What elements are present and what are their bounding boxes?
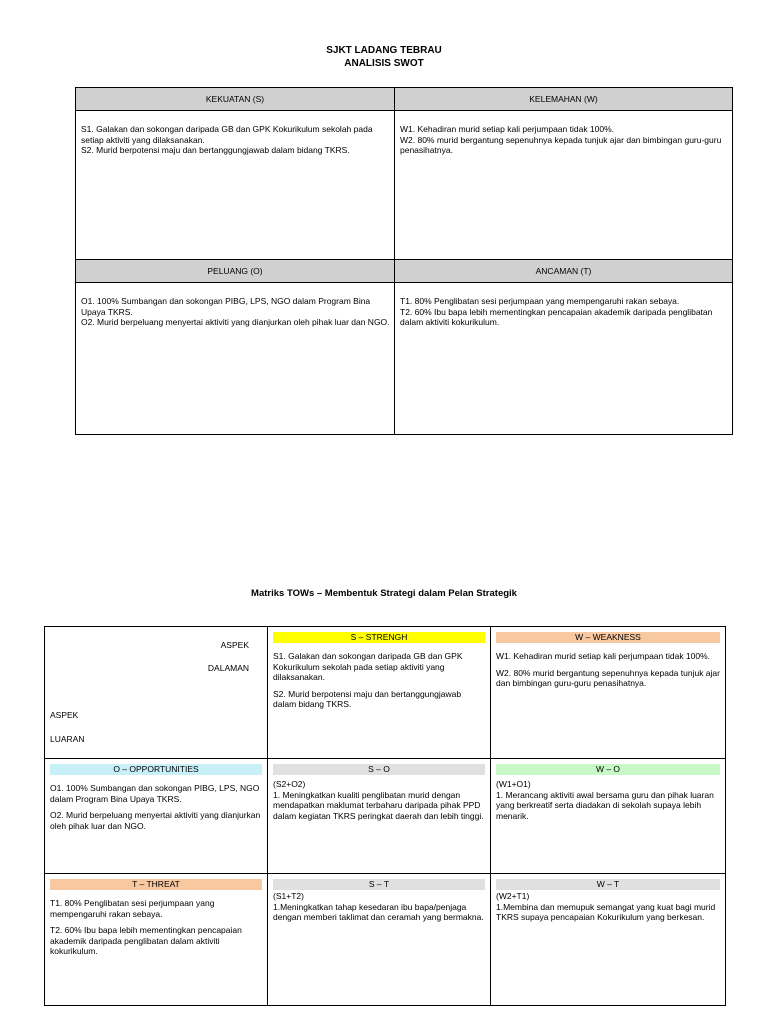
tows-strength-item: S2. Murid berpotensi maju dan bertanggungjawab dalam bidang TKRS. <box>273 688 462 709</box>
strength-item: S1. Galakan dan sokongan daripada GB dan GPK Kokurikulum sekolah pada setiap aktiviti yang dilaksanakan. <box>81 124 373 145</box>
tows-strength-cell <box>268 627 490 758</box>
tows-weakness-item: W2. 80% murid bergantung sepenuhnya kepada tunjuk ajar dan bimbingan guru-guru penasihatnya. <box>496 667 720 688</box>
threat-item: T2. 60% Ibu bapa lebih mementingkan pencapaian akademik daripada penglibatan dalam aktiviti kokurikulum. <box>400 306 713 327</box>
tows-opportunity-cell <box>45 759 267 873</box>
document-subtitle: ANALISIS SWOT <box>344 58 424 69</box>
weaknesses-heading: KELEMAHAN (W) <box>395 88 732 111</box>
wt-band: W – T <box>496 879 720 890</box>
weakness-item: W2. 80% murid bergantung sepenuhnya kepada tunjuk ajar dan bimbingan guru-guru penasihatnya. <box>400 134 722 155</box>
weakness-band: W – WEAKNESS <box>496 632 720 643</box>
aspek-luaran-label: ASPEK <box>50 710 79 720</box>
threat-band: T – THREAT <box>50 879 262 890</box>
threats-heading: ANCAMAN (T) <box>395 260 732 283</box>
wt-strategy-text: 1.Membina dan memupuk semangat yang kuat bagi murid TKRS supaya pencapaian Kokurikulum yang berkesan. <box>496 901 716 922</box>
dalaman-label: DALAMAN <box>207 663 249 673</box>
strengths-heading: KEKUATAN (S) <box>76 88 394 111</box>
aspek-dalaman-label: ASPEK <box>220 640 249 650</box>
opportunities-heading: PELUANG (O) <box>76 260 394 283</box>
st-strategy-text: 1.Meningkatkan tahap kesedaran ibu bapa/penjaga dengan memberi taklimat dan ceramah yang bermakna. <box>273 901 484 922</box>
opportunity-item: O1. 100% Sumbangan dan sokongan PIBG, LPS, NGO dalam Program Bina Upaya TKRS. <box>81 296 371 317</box>
wt-strategy-cell <box>491 874 725 1005</box>
strength-item: S2. Murid berpotensi maju dan bertanggungjawab dalam bidang TKRS. <box>81 145 350 155</box>
strength-band: S – STRENGH <box>273 632 485 643</box>
wt-code: (W2+T1) <box>496 891 530 901</box>
tows-opportunity-item: O2. Murid berpeluang menyertai aktiviti yang dianjurkan oleh pihak luar dan NGO. <box>50 810 261 831</box>
luaran-label: LUARAN <box>50 734 85 744</box>
st-code: (S1+T2) <box>273 891 304 901</box>
wo-strategy-cell <box>491 759 725 873</box>
wo-code: (W1+O1) <box>496 779 531 789</box>
tows-title: Matriks TOWs – Membentuk Strategi dalam Pelan Strategik <box>251 588 517 599</box>
so-band: S – O <box>273 764 485 775</box>
tows-weakness-cell <box>491 627 725 758</box>
school-title: SJKT LADANG TEBRAU <box>326 45 442 56</box>
opportunities-body <box>76 283 394 328</box>
so-code: (S2+O2) <box>273 779 306 789</box>
tows-threat-item: T1. 80% Penglibatan sesi perjumpaan yang mempengaruhi rakan sebaya. <box>50 898 215 919</box>
st-band: S – T <box>273 879 485 890</box>
tows-corner-cell <box>45 627 267 758</box>
opportunity-item: O2. Murid berpeluang menyertai aktiviti yang dianjurkan oleh pihak luar dan NGO. <box>81 317 390 327</box>
weaknesses-body <box>395 111 732 156</box>
tows-threat-cell <box>45 874 267 1005</box>
tows-strength-item: S1. Galakan dan sokongan daripada GB dan GPK Kokurikulum sekolah pada setiap aktiviti yang dilaksanakan. <box>273 651 463 682</box>
wo-band: W – O <box>496 764 720 775</box>
tows-matrix <box>44 626 726 1006</box>
tows-threat-item: T2. 60% Ibu bapa lebih mementingkan pencapaian akademik daripada penglibatan dalam aktiviti kokurikulum. <box>50 925 242 956</box>
threats-body <box>395 283 732 328</box>
tows-opportunity-item: O1. 100% Sumbangan dan sokongan PIBG, LPS, NGO dalam Program Bina Upaya TKRS. <box>50 783 260 804</box>
so-strategy-text: 1. Meningkatkan kualiti penglibatan murid dengan mendapatkan maklumat terbaharu daripada pihak PPD dalam kegiatan TKRS peringkat daerah dan lebih tinggi. <box>273 789 484 821</box>
strengths-body <box>76 111 394 156</box>
st-strategy-cell <box>268 874 490 1005</box>
wo-strategy-text: 1. Merancang aktiviti awal bersama guru dan pihak luaran yang berkreatif serta diadakan di sekolah supaya lebih menarik. <box>496 789 714 821</box>
threat-item: T1. 80% Penglibatan sesi perjumpaan yang mempengaruhi rakan sebaya. <box>400 296 680 306</box>
opportunities-band: O – OPPORTUNITIES <box>50 764 262 775</box>
weakness-item: W1. Kehadiran murid setiap kali perjumpaan tidak 100%. <box>400 124 615 134</box>
swot-table <box>75 87 733 435</box>
tows-weakness-item: W1. Kehadiran murid setiap kali perjumpaan tidak 100%. <box>496 651 711 661</box>
so-strategy-cell <box>268 759 490 873</box>
